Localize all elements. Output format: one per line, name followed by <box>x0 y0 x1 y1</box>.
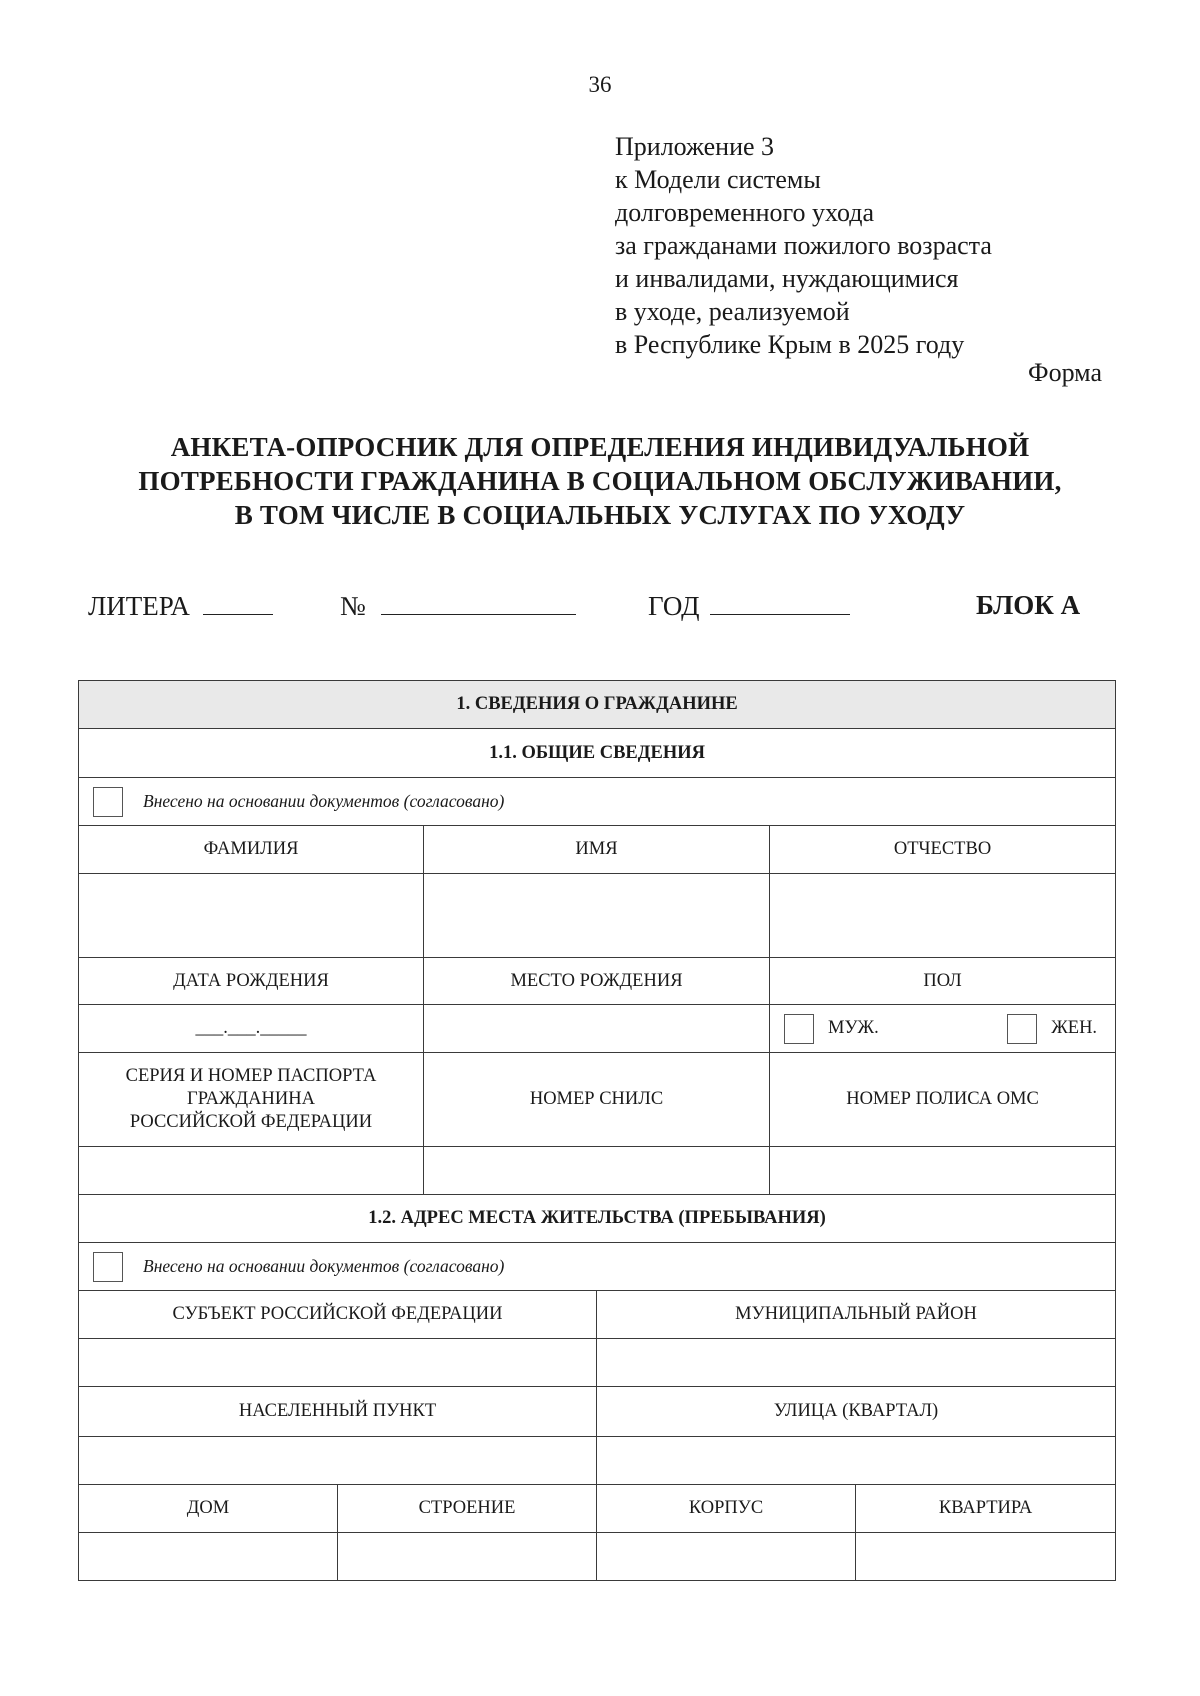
number-blank[interactable] <box>381 590 576 615</box>
page-number: 36 <box>588 72 612 97</box>
documents-agreed-checkbox[interactable] <box>93 787 123 817</box>
passport-field[interactable] <box>79 1147 424 1195</box>
locality-field[interactable] <box>79 1437 597 1485</box>
snils-field[interactable] <box>424 1147 770 1195</box>
locality-values-row <box>79 1437 1116 1485</box>
litera-field <box>88 590 273 622</box>
title-line: ПОТРЕБНОСТИ ГРАЖДАНИНА В СОЦИАЛЬНОМ ОБСЛУЖИВАНИИ, <box>138 466 1062 496</box>
name-label: ИМЯ <box>424 826 770 874</box>
documents-labels-row <box>79 1053 1116 1147</box>
passport-label-line: СЕРИЯ И НОМЕР ПАСПОРТА <box>125 1066 377 1086</box>
building-field[interactable] <box>338 1533 597 1581</box>
litera-label: ЛИТЕРА <box>88 591 190 621</box>
documents-note-text: Внесено на основании документов (согласовано) <box>143 1256 505 1276</box>
snils-label: НОМЕР СНИЛС <box>424 1053 770 1147</box>
block-label: КОРПУС <box>597 1485 856 1533</box>
documents-note-text: Внесено на основании документов (согласовано) <box>143 791 505 811</box>
district-label: МУНИЦИПАЛЬНЫЙ РАЙОН <box>597 1291 1116 1339</box>
street-label: УЛИЦА (КВАРТАЛ) <box>597 1387 1116 1437</box>
appendix-line: за гражданами пожилого возраста <box>615 231 992 260</box>
year-blank[interactable] <box>710 590 850 615</box>
birth-date-label: ДАТА РОЖДЕНИЯ <box>79 958 424 1005</box>
documents-note-row <box>79 778 1116 826</box>
documents-values-row <box>79 1147 1116 1195</box>
subject-label: СУБЪЕКТ РОССИЙСКОЙ ФЕДЕРАЦИИ <box>79 1291 597 1339</box>
appendix-line: и инвалидами, нуждающимися <box>615 264 959 293</box>
birth-place-label: МЕСТО РОЖДЕНИЯ <box>424 958 770 1005</box>
subsection-header-row <box>79 729 1116 778</box>
appendix-line: Приложение 3 <box>615 132 775 161</box>
form-label: Форма <box>1028 358 1102 387</box>
surname-label: ФАМИЛИЯ <box>79 826 424 874</box>
patronymic-field[interactable] <box>770 874 1116 958</box>
document-title <box>60 430 1140 532</box>
house-label: ДОМ <box>79 1485 338 1533</box>
litera-blank[interactable] <box>203 590 273 615</box>
appendix-line: в Республике Крым в 2025 году <box>615 330 965 359</box>
section-header-row <box>79 681 1116 729</box>
surname-field[interactable] <box>79 874 424 958</box>
region-labels-row <box>79 1291 1116 1339</box>
female-label: ЖЕН. <box>1051 1018 1098 1038</box>
name-field[interactable] <box>424 874 770 958</box>
locality-labels-row <box>79 1387 1116 1437</box>
number-label: № <box>340 591 366 621</box>
year-label: ГОД <box>648 591 700 621</box>
house-labels-row <box>79 1485 1116 1533</box>
apartment-label: КВАРТИРА <box>856 1485 1116 1533</box>
house-field[interactable] <box>79 1533 338 1581</box>
name-labels-row <box>79 826 1116 874</box>
title-line: В ТОМ ЧИСЛЕ В СОЦИАЛЬНЫХ УСЛУГАХ ПО УХОДУ <box>234 500 966 530</box>
appendix-line: в уходе, реализуемой <box>615 297 850 326</box>
patronymic-label: ОТЧЕСТВО <box>770 826 1116 874</box>
form-meta-row <box>88 590 1098 630</box>
title-line: АНКЕТА-ОПРОСНИК ДЛЯ ОПРЕДЕЛЕНИЯ ИНДИВИДУАЛЬНОЙ <box>170 432 1030 462</box>
region-values-row <box>79 1339 1116 1387</box>
subject-field[interactable] <box>79 1339 597 1387</box>
subsection-header-row <box>79 1195 1116 1243</box>
building-label: СТРОЕНИЕ <box>338 1485 597 1533</box>
address-documents-agreed-checkbox[interactable] <box>93 1252 123 1282</box>
appendix-caption <box>615 130 992 361</box>
oms-label: НОМЕР ПОЛИСА ОМС <box>770 1053 1116 1147</box>
female-checkbox[interactable] <box>1007 1014 1037 1044</box>
subsection-1-1-title: 1.1. ОБЩИЕ СВЕДЕНИЯ <box>79 729 1116 778</box>
appendix-line: долговременного ухода <box>615 198 875 227</box>
sex-options <box>776 1014 1109 1044</box>
male-checkbox[interactable] <box>784 1014 814 1044</box>
subsection-1-2-title: 1.2. АДРЕС МЕСТА ЖИТЕЛЬСТВА (ПРЕБЫВАНИЯ) <box>79 1195 1116 1243</box>
apartment-field[interactable] <box>856 1533 1116 1581</box>
house-values-row <box>79 1533 1116 1581</box>
sex-label: ПОЛ <box>770 958 1116 1005</box>
birth-values-row <box>79 1005 1116 1053</box>
district-field[interactable] <box>597 1339 1116 1387</box>
passport-label-line: ГРАЖДАНИНА <box>187 1089 315 1109</box>
citizen-info-table <box>78 680 1116 1581</box>
male-label: МУЖ. <box>828 1018 879 1038</box>
passport-label-line: РОССИЙСКОЙ ФЕДЕРАЦИИ <box>129 1112 373 1132</box>
appendix-line: к Модели системы <box>615 165 821 194</box>
birth-place-field[interactable] <box>424 1005 770 1053</box>
street-field[interactable] <box>597 1437 1116 1485</box>
oms-field[interactable] <box>770 1147 1116 1195</box>
birth-labels-row <box>79 958 1116 1005</box>
documents-note-row <box>79 1243 1116 1291</box>
block-label: БЛОК А <box>976 590 1081 620</box>
locality-label: НАСЕЛЕННЫЙ ПУНКТ <box>79 1387 597 1437</box>
year-field <box>648 590 850 622</box>
section-1-title: 1. СВЕДЕНИЯ О ГРАЖДАНИНЕ <box>79 681 1116 729</box>
name-values-row <box>79 874 1116 958</box>
passport-label <box>79 1053 424 1147</box>
birth-date-field[interactable]: ___.___._____ <box>79 1005 424 1053</box>
block-field[interactable] <box>597 1533 856 1581</box>
number-field <box>340 590 576 622</box>
